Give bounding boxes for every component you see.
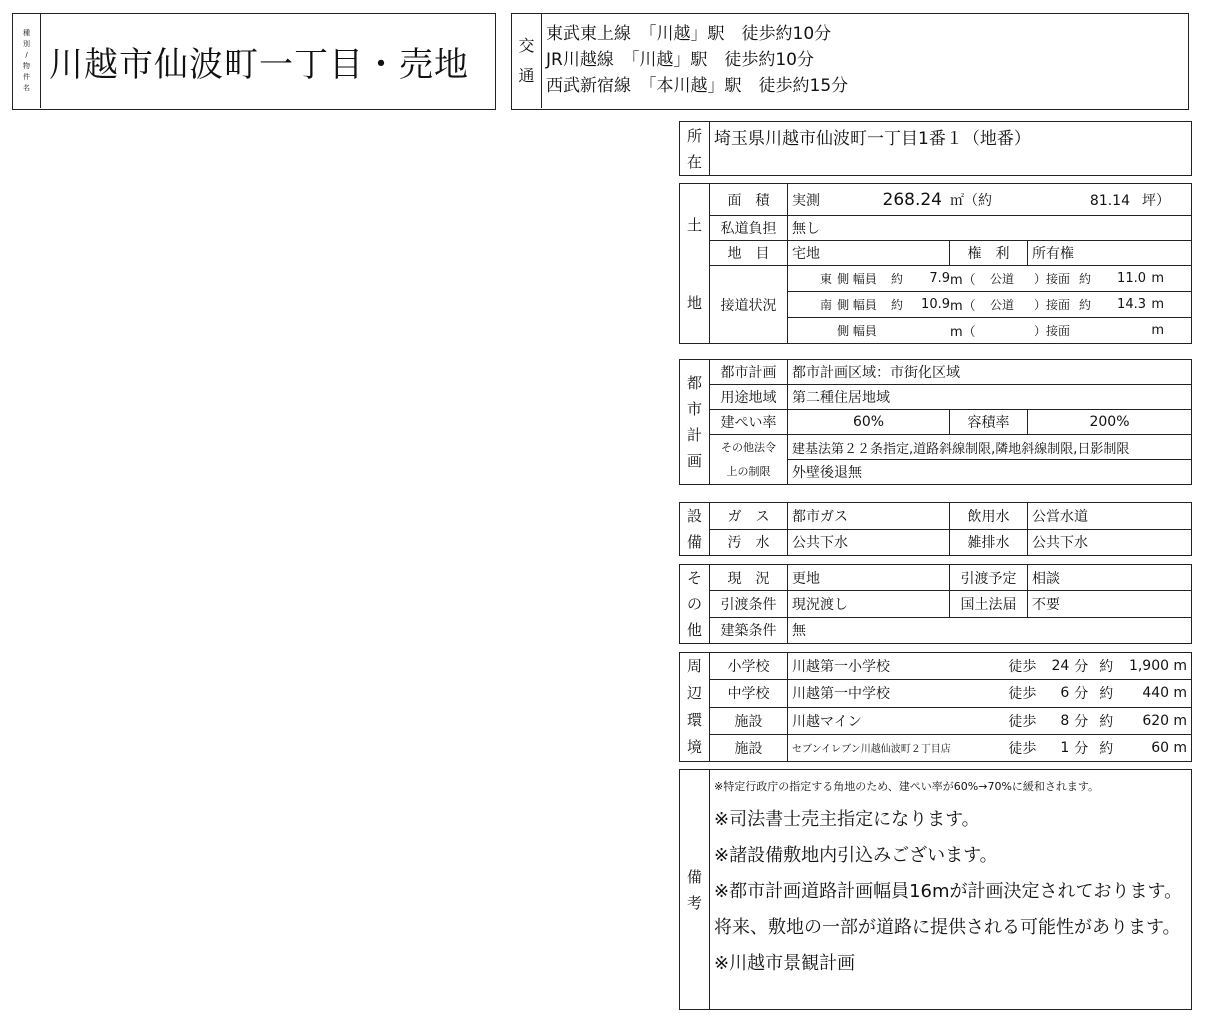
remarks-line: ※諸設備敷地内引込みございます。 [714, 845, 998, 866]
private-road-value: 無し [788, 216, 1192, 241]
other-label: そ の 他 [680, 565, 710, 644]
road-access-label: 接道状況 [710, 266, 788, 344]
use-zone-label: 用途地域 [710, 385, 788, 410]
category-label: 地 目 [710, 241, 788, 266]
transport-line-2: JR川越線 「川越」駅 徒歩約10分 [546, 50, 814, 70]
title-label-char: 名 [23, 84, 30, 92]
title-label-char: 別 [23, 40, 30, 48]
property-name: 川越市仙波町一丁目・売地 [49, 44, 469, 85]
water-value: 公営水道 [1028, 503, 1192, 530]
rights-label: 権 利 [950, 241, 1028, 266]
land-act-label: 国土法届 [950, 591, 1028, 617]
property-title-box [12, 13, 496, 110]
title-label-char: 種 [23, 29, 30, 37]
env-row: セブンイレブン川越仙波町２丁目店 徒歩 1 分 約 60 m [788, 734, 1192, 761]
bcr-label: 建ぺい率 [710, 410, 788, 435]
env-type: 中学校 [710, 680, 788, 707]
remarks-text [714, 772, 1190, 982]
transport-box [511, 13, 1189, 110]
env-type: 施設 [710, 734, 788, 761]
facilities-table [679, 502, 1192, 556]
city-planning-table [679, 359, 1192, 485]
env-row: 川越第一中学校 徒歩 6 分 約 440 m [788, 680, 1192, 707]
other-law-value-1: 建基法第２２条指定,道路斜線制限,隣地斜線制限,日影制限 [788, 435, 1192, 460]
condition-label: 引渡条件 [710, 591, 788, 617]
land-label: 土 地 [680, 184, 710, 344]
area-label: 面 積 [710, 184, 788, 216]
plan-value: 都市計画区域：市街化区域 [788, 360, 1192, 385]
location-label: 所 在 [680, 122, 710, 176]
build-condition-value: 無 [788, 617, 1192, 643]
plan-label: 都市計画 [710, 360, 788, 385]
transport-line-3: 西武新宿線 「本川越」駅 徒歩約15分 [546, 76, 849, 96]
bcr-value: 60% [788, 410, 950, 435]
transport-label [512, 14, 542, 108]
gas-label: ガ ス [710, 503, 788, 530]
other-law-label: その他法令 上の制限 [710, 435, 788, 485]
title-label-char: 物 [23, 62, 30, 70]
handover-value: 相談 [1028, 565, 1192, 591]
status-value: 更地 [788, 565, 950, 591]
status-label: 現 況 [710, 565, 788, 591]
area-sqm: 268.24 [882, 189, 942, 210]
title-label-char: / [25, 51, 28, 59]
remarks-line: ※川越市景観計画 [714, 953, 856, 974]
env-type: 小学校 [710, 653, 788, 680]
sewage-value: 公共下水 [788, 529, 950, 556]
facilities-label: 設 備 [680, 503, 710, 556]
road-row: 南 側 幅員 約 10.9 m（ 公道 ）接面 約 14.3 m [788, 292, 1192, 318]
environment-label: 周 辺 環 境 [680, 653, 710, 762]
location-table [679, 121, 1192, 176]
far-label: 容積率 [950, 410, 1028, 435]
location-value: 埼玉県川越市仙波町一丁目1番１（地番） [710, 122, 1192, 176]
sewage-label: 汚 水 [710, 529, 788, 556]
remarks-line: ※都市計画道路計画幅員16mが計画決定されております。 [714, 881, 1183, 902]
drain-label: 雑排水 [950, 529, 1028, 556]
area-tsubo: 81.14 [1089, 192, 1130, 209]
handover-label: 引渡予定 [950, 565, 1028, 591]
env-row: 川越マイン 徒歩 8 分 約 620 m [788, 707, 1192, 734]
remarks-line: ※司法書士売主指定になります。 [714, 809, 980, 830]
environment-table [679, 652, 1192, 762]
build-condition-label: 建築条件 [710, 617, 788, 643]
area-value: 実測 268.24 ㎡（約 81.14 坪） [788, 184, 1192, 216]
gas-value: 都市ガス [788, 503, 950, 530]
env-row: 川越第一小学校 徒歩 24 分 約 1,900 m [788, 653, 1192, 680]
title-label-char: 件 [23, 73, 30, 81]
water-label: 飲用水 [950, 503, 1028, 530]
transport-label-char: 交 [518, 36, 535, 55]
other-table [679, 564, 1192, 644]
drain-value: 公共下水 [1028, 529, 1192, 556]
transport-label-char: 通 [518, 66, 535, 85]
condition-value: 現況渡し [788, 591, 950, 617]
road-row: 側 幅員 m（ ）接面 m [788, 318, 1192, 344]
transport-line-1: 東武東上線 「川越」駅 徒歩約10分 [546, 24, 832, 44]
use-zone-value: 第二種住居地域 [788, 385, 1192, 410]
land-table [679, 183, 1192, 344]
title-label [13, 14, 41, 108]
remarks-note-small: ※特定行政庁の指定する角地のため、建ぺい率が60%→70%に緩和されます。 [714, 780, 1100, 793]
env-type: 施設 [710, 707, 788, 734]
road-row: 東 側 幅員 約 7.9 m（ 公道 ）接面 約 11.0 m [788, 266, 1192, 292]
category-value: 宅地 [788, 241, 950, 266]
city-planning-label: 都 市 計 画 [680, 360, 710, 485]
remarks-line: 将来、敷地の一部が道路に提供される可能性があります。 [714, 917, 1181, 938]
rights-value: 所有権 [1028, 241, 1192, 266]
far-value: 200% [1028, 410, 1192, 435]
remarks-label: 備 考 [680, 770, 710, 1010]
other-law-value-2: 外壁後退無 [788, 460, 1192, 485]
land-act-value: 不要 [1028, 591, 1192, 617]
private-road-label: 私道負担 [710, 216, 788, 241]
